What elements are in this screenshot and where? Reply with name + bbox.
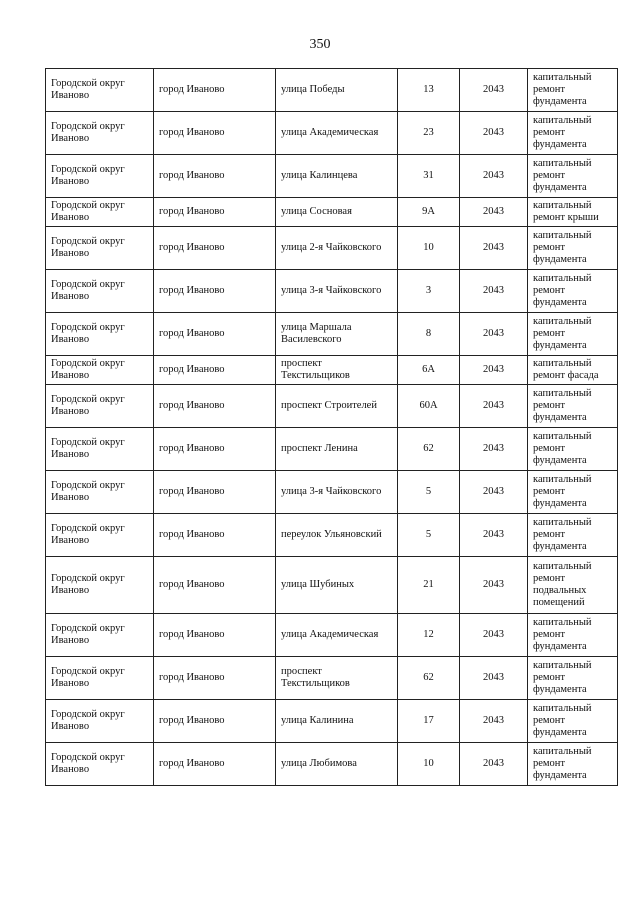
- city-cell: город Иваново: [154, 657, 276, 700]
- city-cell: город Иваново: [154, 743, 276, 786]
- city-cell: город Иваново: [154, 428, 276, 471]
- table-row: [46, 198, 618, 227]
- district-cell: Городской округ Иваново: [46, 313, 154, 356]
- district-cell: Городской округ Иваново: [46, 69, 154, 112]
- house-number-cell: 5: [398, 471, 460, 514]
- district-cell: Городской округ Иваново: [46, 471, 154, 514]
- table-row: [46, 428, 618, 471]
- work-type-cell: капитальный ремонт фасада: [528, 356, 618, 385]
- table-row: [46, 471, 618, 514]
- table-row: [46, 385, 618, 428]
- city-cell: город Иваново: [154, 385, 276, 428]
- year-cell: 2043: [460, 155, 528, 198]
- street-cell: улица Калинина: [276, 700, 398, 743]
- table-row: [46, 614, 618, 657]
- city-cell: город Иваново: [154, 356, 276, 385]
- street-cell: переулок Ульяновский: [276, 514, 398, 557]
- city-cell: город Иваново: [154, 471, 276, 514]
- city-cell: город Иваново: [154, 700, 276, 743]
- city-cell: город Иваново: [154, 514, 276, 557]
- street-cell: улица Калинцева: [276, 155, 398, 198]
- house-number-cell: 21: [398, 557, 460, 614]
- house-number-cell: 6А: [398, 356, 460, 385]
- work-type-cell: капитальный ремонт фундамента: [528, 471, 618, 514]
- district-cell: Городской округ Иваново: [46, 112, 154, 155]
- district-cell: Городской округ Иваново: [46, 227, 154, 270]
- house-number-cell: 10: [398, 743, 460, 786]
- house-number-cell: 5: [398, 514, 460, 557]
- district-cell: Городской округ Иваново: [46, 557, 154, 614]
- street-cell: улица Маршала Василевского: [276, 313, 398, 356]
- registry-table: [45, 68, 618, 786]
- street-cell: улица 3-я Чайковского: [276, 471, 398, 514]
- table-row: [46, 270, 618, 313]
- district-cell: Городской округ Иваново: [46, 428, 154, 471]
- district-cell: Городской округ Иваново: [46, 356, 154, 385]
- work-type-cell: капитальный ремонт фундамента: [528, 700, 618, 743]
- house-number-cell: 9А: [398, 198, 460, 227]
- year-cell: 2043: [460, 385, 528, 428]
- city-cell: город Иваново: [154, 270, 276, 313]
- year-cell: 2043: [460, 614, 528, 657]
- work-type-cell: капитальный ремонт фундамента: [528, 69, 618, 112]
- table-row: [46, 657, 618, 700]
- year-cell: 2043: [460, 743, 528, 786]
- work-type-cell: капитальный ремонт подвальных помещений: [528, 557, 618, 614]
- work-type-cell: капитальный ремонт фундамента: [528, 614, 618, 657]
- year-cell: 2043: [460, 428, 528, 471]
- street-cell: улица Любимова: [276, 743, 398, 786]
- city-cell: город Иваново: [154, 614, 276, 657]
- street-cell: улица Академическая: [276, 112, 398, 155]
- district-cell: Городской округ Иваново: [46, 743, 154, 786]
- year-cell: 2043: [460, 514, 528, 557]
- work-type-cell: капитальный ремонт фундамента: [528, 155, 618, 198]
- year-cell: 2043: [460, 471, 528, 514]
- table-row: [46, 557, 618, 614]
- year-cell: 2043: [460, 227, 528, 270]
- city-cell: город Иваново: [154, 198, 276, 227]
- work-type-cell: капитальный ремонт крыши: [528, 198, 618, 227]
- work-type-cell: капитальный ремонт фундамента: [528, 428, 618, 471]
- page-number: 350: [309, 37, 331, 52]
- district-cell: Городской округ Иваново: [46, 155, 154, 198]
- street-cell: улица 3-я Чайковского: [276, 270, 398, 313]
- street-cell: улица Шубиных: [276, 557, 398, 614]
- table-row: [46, 743, 618, 786]
- city-cell: город Иваново: [154, 313, 276, 356]
- year-cell: 2043: [460, 356, 528, 385]
- street-cell: улица Академическая: [276, 614, 398, 657]
- house-number-cell: 17: [398, 700, 460, 743]
- table-row: [46, 112, 618, 155]
- city-cell: город Иваново: [154, 557, 276, 614]
- table-row: [46, 700, 618, 743]
- work-type-cell: капитальный ремонт фундамента: [528, 313, 618, 356]
- year-cell: 2043: [460, 112, 528, 155]
- year-cell: 2043: [460, 313, 528, 356]
- work-type-cell: капитальный ремонт фундамента: [528, 227, 618, 270]
- house-number-cell: 13: [398, 69, 460, 112]
- year-cell: 2043: [460, 270, 528, 313]
- table-row: [46, 227, 618, 270]
- year-cell: 2043: [460, 700, 528, 743]
- work-type-cell: капитальный ремонт фундамента: [528, 385, 618, 428]
- district-cell: Городской округ Иваново: [46, 270, 154, 313]
- work-type-cell: капитальный ремонт фундамента: [528, 514, 618, 557]
- house-number-cell: 8: [398, 313, 460, 356]
- year-cell: 2043: [460, 198, 528, 227]
- district-cell: Городской округ Иваново: [46, 514, 154, 557]
- house-number-cell: 60А: [398, 385, 460, 428]
- street-cell: улица 2-я Чайковского: [276, 227, 398, 270]
- street-cell: улица Сосновая: [276, 198, 398, 227]
- city-cell: город Иваново: [154, 155, 276, 198]
- street-cell: проспект Текстильщиков: [276, 356, 398, 385]
- year-cell: 2043: [460, 69, 528, 112]
- table-row: [46, 69, 618, 112]
- street-cell: улица Победы: [276, 69, 398, 112]
- house-number-cell: 3: [398, 270, 460, 313]
- table-row: [46, 514, 618, 557]
- house-number-cell: 23: [398, 112, 460, 155]
- house-number-cell: 12: [398, 614, 460, 657]
- district-cell: Городской округ Иваново: [46, 614, 154, 657]
- house-number-cell: 10: [398, 227, 460, 270]
- city-cell: город Иваново: [154, 69, 276, 112]
- street-cell: проспект Ленина: [276, 428, 398, 471]
- work-type-cell: капитальный ремонт фундамента: [528, 112, 618, 155]
- year-cell: 2043: [460, 557, 528, 614]
- table-row: [46, 313, 618, 356]
- house-number-cell: 31: [398, 155, 460, 198]
- work-type-cell: капитальный ремонт фундамента: [528, 743, 618, 786]
- district-cell: Городской округ Иваново: [46, 657, 154, 700]
- city-cell: город Иваново: [154, 112, 276, 155]
- work-type-cell: капитальный ремонт фундамента: [528, 657, 618, 700]
- table-row: [46, 356, 618, 385]
- district-cell: Городской округ Иваново: [46, 198, 154, 227]
- work-type-cell: капитальный ремонт фундамента: [528, 270, 618, 313]
- street-cell: проспект Текстильщиков: [276, 657, 398, 700]
- street-cell: проспект Строителей: [276, 385, 398, 428]
- district-cell: Городской округ Иваново: [46, 385, 154, 428]
- house-number-cell: 62: [398, 657, 460, 700]
- house-number-cell: 62: [398, 428, 460, 471]
- year-cell: 2043: [460, 657, 528, 700]
- table-row: [46, 155, 618, 198]
- district-cell: Городской округ Иваново: [46, 700, 154, 743]
- city-cell: город Иваново: [154, 227, 276, 270]
